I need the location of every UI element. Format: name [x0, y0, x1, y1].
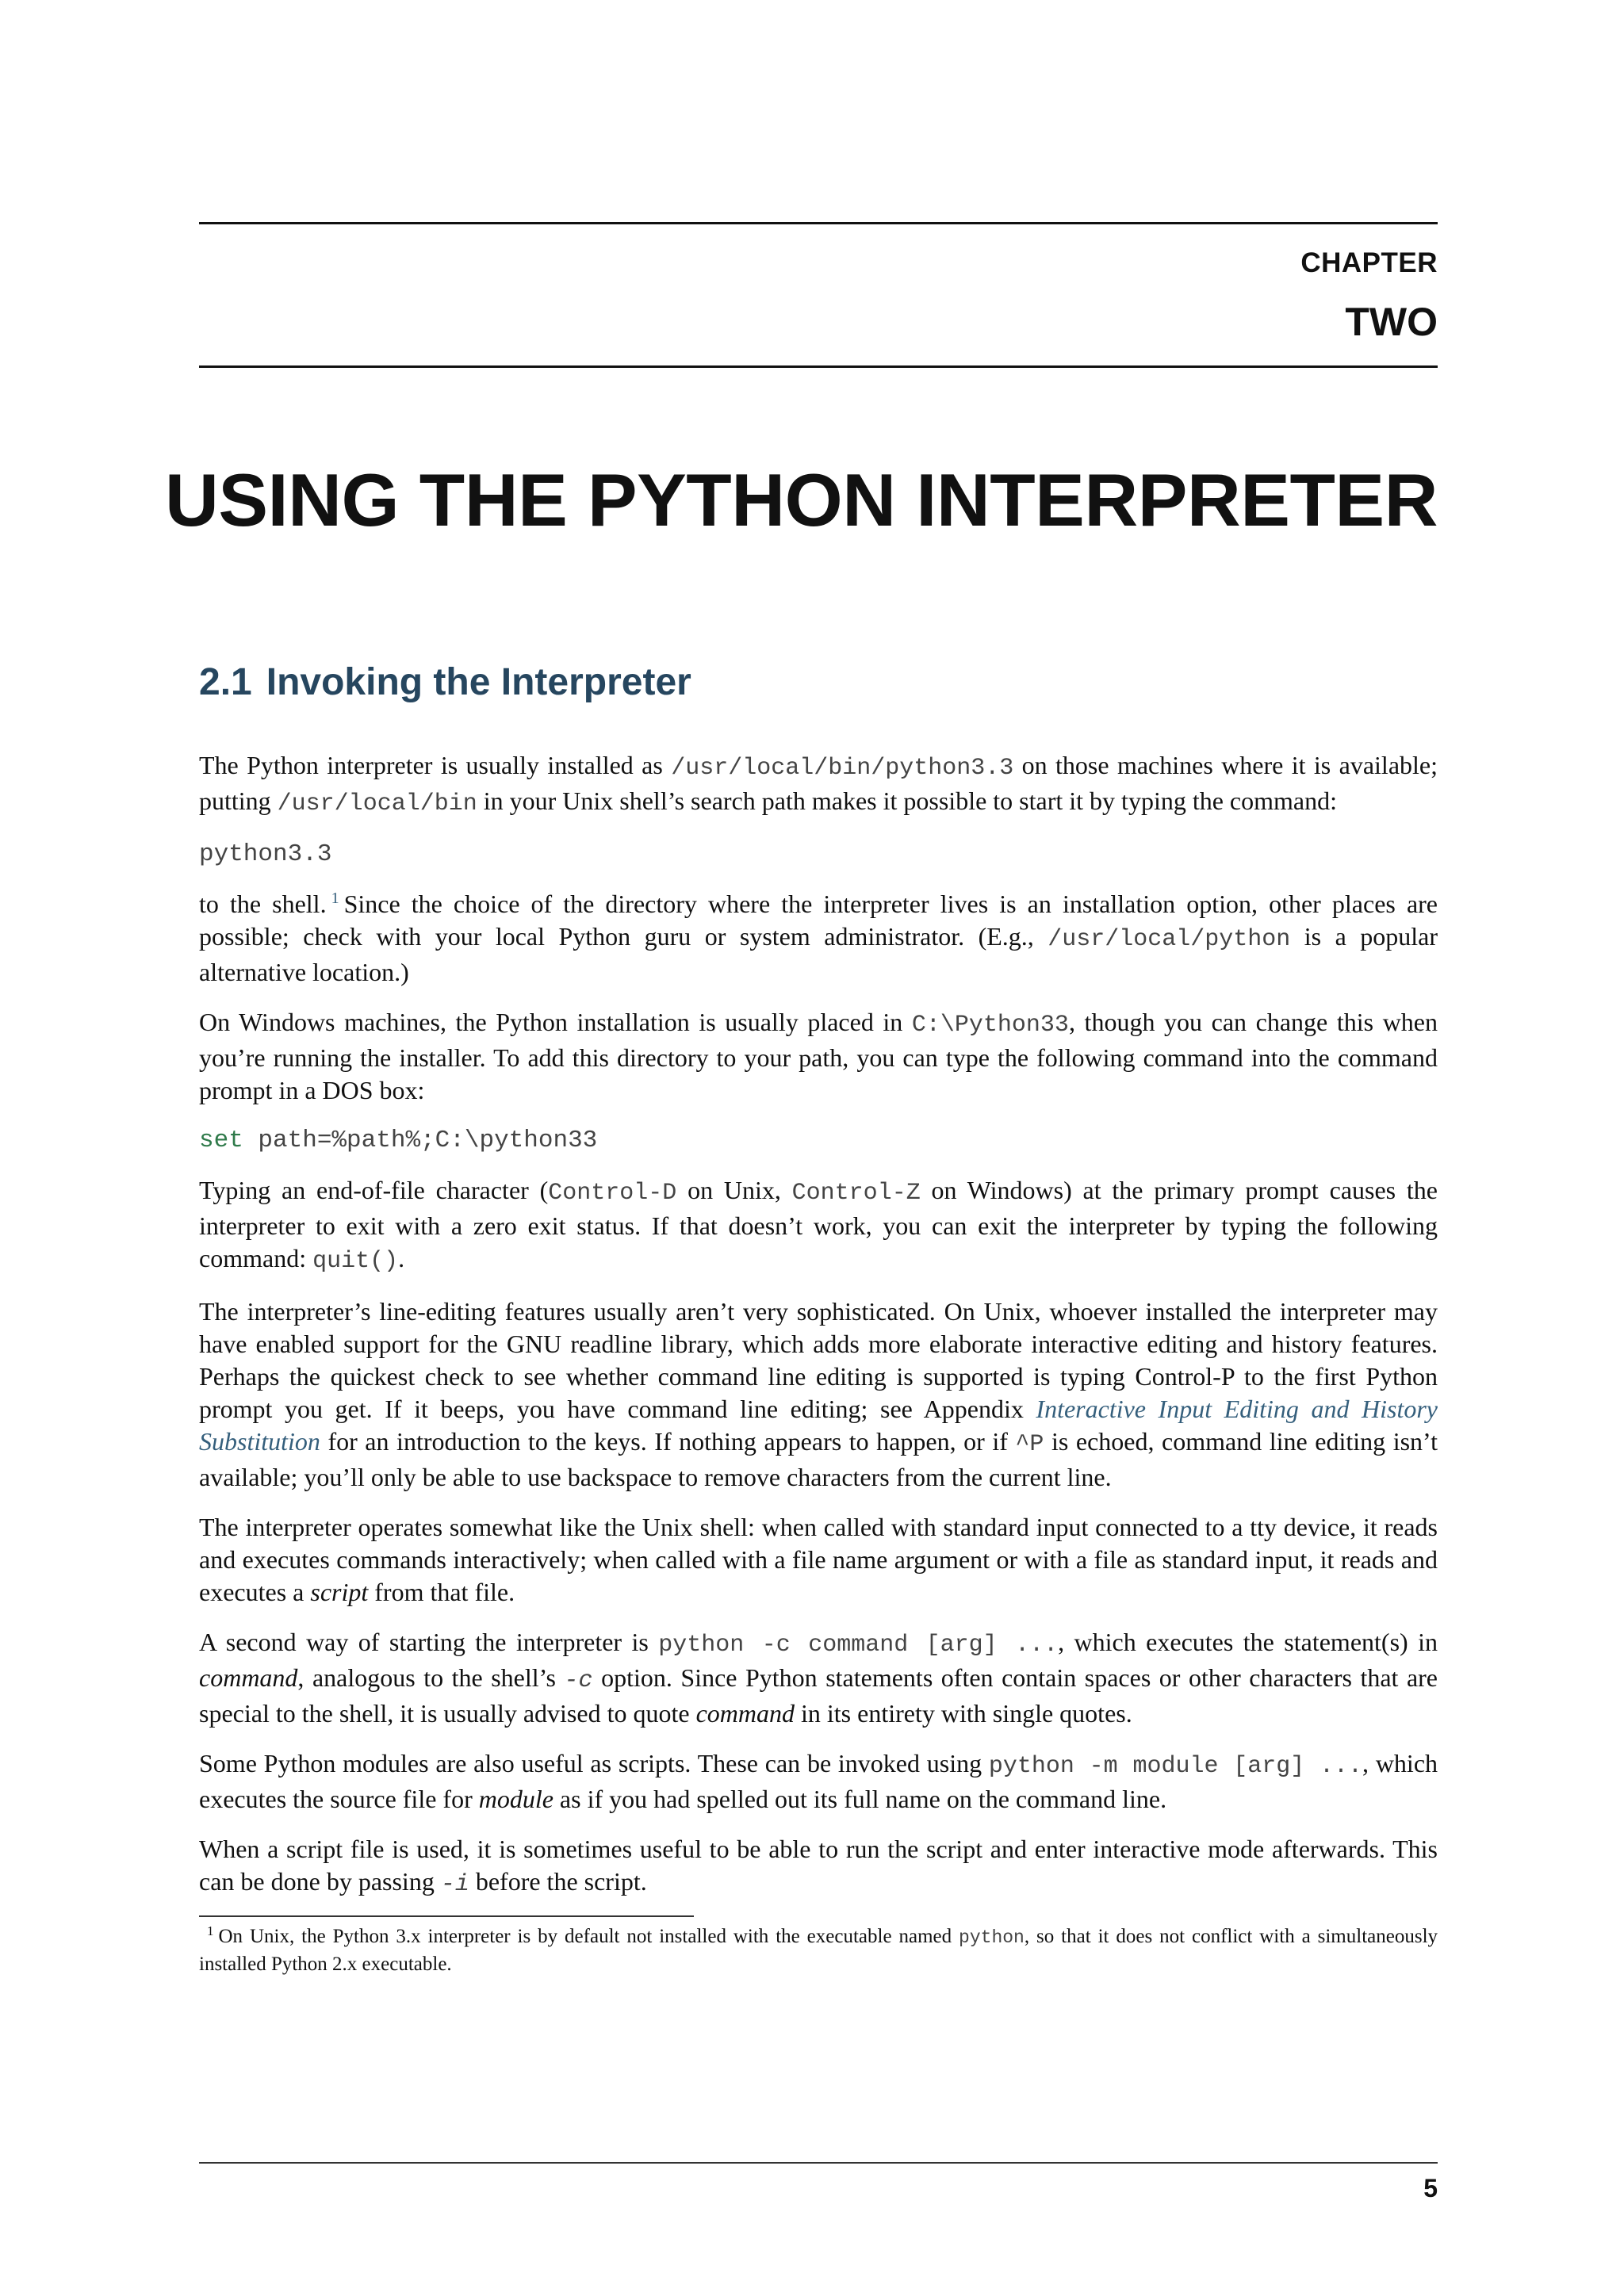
footer-rule [199, 2162, 1438, 2164]
inline-code: ^P [1015, 1431, 1044, 1458]
appendix-link[interactable]: Interactive Input Editing and History Substitution [199, 1395, 1438, 1456]
chapter-title: USING THE PYTHON INTERPRETER [164, 458, 1438, 541]
chapter-label: CHAPTER [1300, 247, 1438, 278]
page-number: 5 [1423, 2174, 1438, 2202]
section-heading [199, 660, 691, 704]
inline-code: quit() [312, 1248, 399, 1275]
inline-code: /usr/local/bin [277, 790, 477, 817]
emphasis: command [695, 1699, 795, 1728]
paragraph-to-the-shell: to the shell. $^1$ Since the choice of the directory where the interpreter lives is an installation option, other places are possible; check with your local Python guru or system administrator. (E.g., /usr/local/python is a popular alternative location.) [199, 890, 1438, 986]
inline-code: python -c command [arg] ... [658, 1632, 1059, 1659]
code-keyword: set [199, 1127, 243, 1154]
footnote: $^1$ On Unix, the Python 3.x interpreter is by default not installed with the executable named python, so that it does not conflict with a simultaneously installed Python 2.x executable. [199, 1923, 1438, 1975]
section-number: 2.1 [199, 661, 252, 703]
paragraph-python-c: A second way of starting the interpreter is python -c command [arg] ..., which executes the statement(s) in command, analogous to the shell’s -c option. Since Python statements often contain spaces or other characters that are special to the shell, it is usually advised to quote command in its entirety with single quotes. [199, 1628, 1438, 1728]
inline-code: Control-Z [791, 1180, 921, 1207]
paragraph-windows: On Windows machines, the Python installation is usually placed in C:\Python33, though you can change this when you’re running the installer. To add this directory to your path, you can type the following command into the command prompt in a DOS box: [199, 1008, 1438, 1104]
code-block-set-path: set path=%path%;C:\python33 [199, 1127, 598, 1154]
paragraph-end-of-file: Typing an end-of-file character (Control-D on Unix, Control-Z on Windows) at the primary prompt causes the interpreter to exit with a zero exit status. If that doesn’t work, you can exit the interpreter by typing the following command: quit(). [199, 1176, 1438, 1275]
emphasis: command [199, 1663, 298, 1692]
emphasis: script [310, 1578, 369, 1606]
paragraph-interactive-mode: When a script file is used, it is sometimes useful to be able to run the script and enter interactive mode afterwards. This can be done by passing -i before the script. [199, 1835, 1438, 1898]
section-title: Invoking the Interpreter [266, 661, 691, 703]
inline-code: C:\Python33 [911, 1012, 1069, 1039]
header-bottom-rule [199, 365, 1438, 368]
document-page [164, 0, 1438, 2296]
footnote-mark: 1 [207, 1923, 214, 1938]
paragraph-install-location: The Python interpreter is usually installed as /usr/local/bin/python3.3 on those machines where it is available; putting /usr/local/bin in your Unix shell’s search path makes it possible to start it by typing the command: [199, 751, 1438, 817]
code-block-python33: python3.3 [199, 840, 332, 868]
paragraph-python-m: Some Python modules are also useful as scripts. These can be invoked using python -m module [arg] ..., which executes the source file for module as if you had spelled out its full name on the command line. [199, 1749, 1438, 1813]
chapter-number: TWO [1345, 300, 1438, 344]
footnote-reference-link[interactable]: 1 [331, 890, 339, 908]
body-text [199, 749, 1438, 1919]
inline-code: python [959, 1927, 1025, 1948]
header-top-rule [199, 222, 1438, 224]
paragraph-line-editing: The interpreter’s line-editing features usually aren’t very sophisticated. On Unix, whoever installed the interpreter may have enabled support for the GNU readline library, which adds more elaborate interactive editing and history features. Perhaps the quickest check to see whether command line editing is supported is typing Control-P to the first Python prompt you get. If it beeps, you have command line editing; see Appendix Interactive Input Editing and History Substitution for an introduction to the keys. If nothing appears to happen, or if ^P is echoed, command line editing isn’t available; you’ll only be able to use backspace to remove characters from the current line. [199, 1297, 1438, 1491]
inline-code: -i [440, 1871, 469, 1898]
inline-code: Control-D [548, 1180, 677, 1207]
inline-code: /usr/local/python [1048, 926, 1291, 953]
paragraph-unix-shell: The interpreter operates somewhat like the Unix shell: when called with standard input connected to a tty device, it reads and executes commands interactively; when called with a file name argument or with a file as standard input, it reads and executes a script from that file. [199, 1513, 1438, 1606]
inline-code: /usr/local/bin/python3.3 [671, 755, 1014, 782]
inline-code: python -m module [arg] ... [988, 1753, 1363, 1780]
footnote-rule [199, 1915, 694, 1917]
inline-code: -c [564, 1667, 593, 1694]
emphasis: module [478, 1785, 553, 1813]
